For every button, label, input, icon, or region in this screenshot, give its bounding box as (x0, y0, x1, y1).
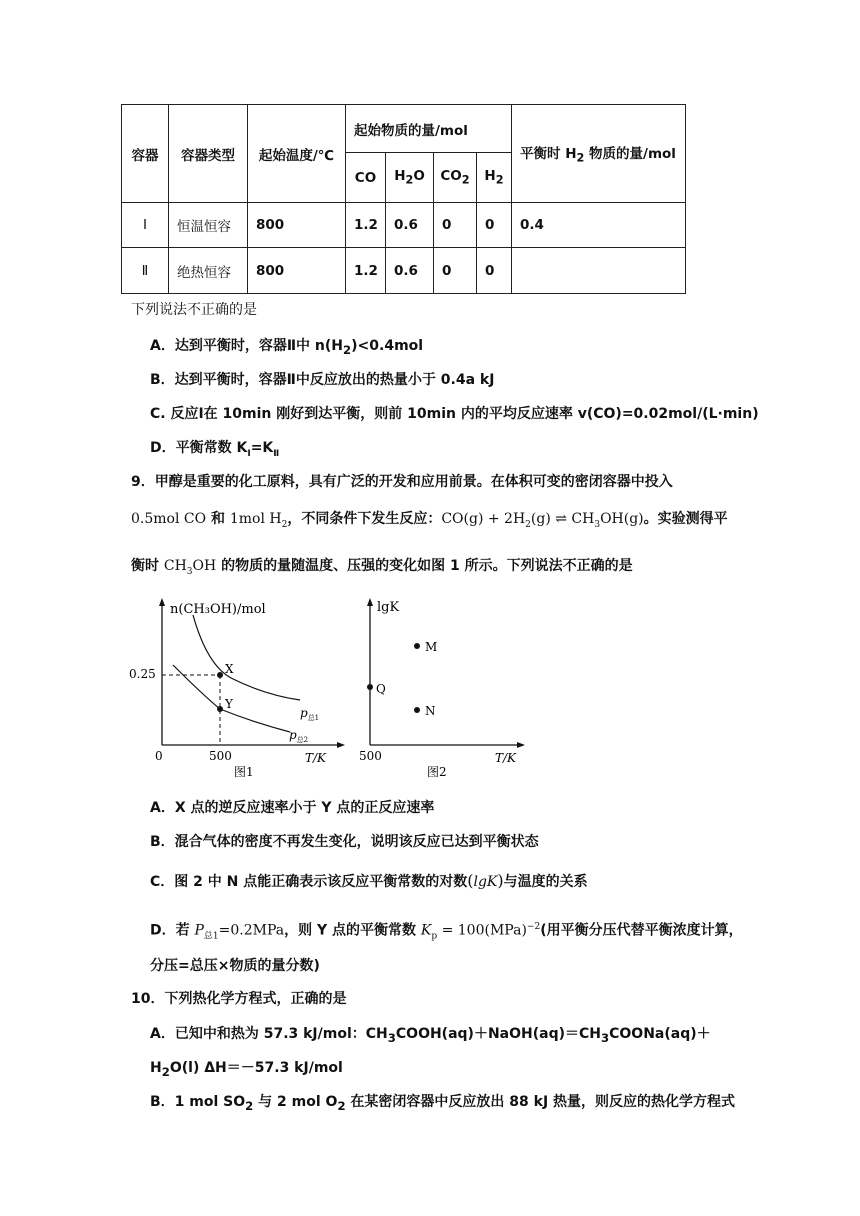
q10-stem: 10．下列热化学方程式，正确的是 (131, 991, 347, 1007)
q8-option-d: D．平衡常数 $K_Ⅰ=K_Ⅱ$ (150, 440, 280, 459)
fig1-x-arrow (337, 742, 345, 748)
header-h2: $H_2$ (477, 153, 512, 203)
header-container-type: 容器类型 (169, 105, 248, 203)
row-eq: 0.4 (512, 203, 686, 248)
fig2-y-label: lgK (377, 600, 400, 615)
row-co: 1.2 (346, 248, 386, 294)
q9-option-d: D．若 $P_{总1}=0.2MPa$，则 Y 点的平衡常数 $K_p = 100(MPa)^{-2}$(用平衡分压代替平衡浓度计算， (150, 922, 743, 942)
fig2-caption: 图2 (427, 765, 447, 779)
header-co2: $CO_2$ (434, 153, 477, 203)
row-id: Ⅱ (122, 248, 169, 294)
fig1-curve1-label: $p_{总1}$ (300, 706, 320, 722)
fig1-y-arrow (159, 598, 165, 606)
q9-stem-line2: 0.5mol CO 和 1mol $H_2$，不同条件下发生反应：$CO(g) + 2H_2(g)$ ⇌ $CH_3OH(g)$。实验测得平 (131, 511, 728, 530)
q8-option-c: C. 反应Ⅰ在 10min 刚好到达平衡，则前 10min 内的平均反应速率 v(CO)=0.02mol/(L·min) (150, 406, 759, 422)
fig1-x-label: T/K (305, 751, 327, 765)
header-eq-h2: 平衡时 $H_2$ 物质的量/mol (512, 105, 686, 203)
q8-option-b: B．达到平衡时，容器Ⅱ中反应放出的热量小于 0.4a kJ (150, 372, 495, 388)
q9-option-d-line2: 分压=总压×物质的量分数) (150, 958, 320, 974)
fig2-label-m: M (425, 640, 438, 654)
fig2-tick-x: 500 (359, 749, 382, 763)
fig1-curve2-label: $p_{总2}$ (289, 728, 309, 744)
fig2-x-arrow (517, 742, 525, 748)
header-h2o: $H_2O$ (386, 153, 434, 203)
fig1-label-x: X (225, 662, 234, 676)
equilibrium-data-table (121, 104, 686, 294)
fig2-point-n (414, 707, 420, 713)
row-temp: 800 (248, 203, 346, 248)
fig2-label-q: Q (376, 682, 386, 696)
row-temp: 800 (248, 248, 346, 294)
fig1-tick-y: 0.25 (129, 667, 156, 681)
q8-option-a: A．达到平衡时，容器Ⅱ中 $n(H_2)<0.4mol$ (150, 338, 424, 357)
q9-option-c: C．图 2 中 N 点能正确表示该反应平衡常数的对数(lgK)与温度的关系 (150, 871, 588, 890)
fig2-point-m (414, 643, 420, 649)
q10-option-b: B．1 mol $SO_2$ 与 2 mol $O_2$ 在某密闭容器中反应放出 88 kJ 热量，则反应的热化学方程式 (150, 1094, 736, 1113)
row-co: 1.2 (346, 203, 386, 248)
q9-option-b: B．混合气体的密度不再发生变化，说明该反应已达到平衡状态 (150, 834, 539, 850)
row-type: 恒温恒容 (169, 203, 248, 248)
fig1-point-x (217, 672, 223, 678)
fig2-y-arrow (367, 598, 373, 606)
figure-2 (355, 595, 535, 780)
table-row (122, 203, 686, 248)
fig2-x-label: T/K (495, 751, 517, 765)
row-co2: 0 (434, 203, 477, 248)
q10-option-a-line1: A．已知中和热为 57.3 kJ/mol：$CH_3COOH(aq)+NaOH(aq)=CH_3COONa(aq)+$ (150, 1026, 711, 1045)
header-start-temp: 起始温度/℃ (248, 105, 346, 203)
q8-prompt: 下列说法不正确的是 (131, 302, 257, 318)
fig2-point-q (367, 684, 373, 690)
fig1-origin: 0 (155, 749, 163, 763)
q9-stem-line3: 衡时 $CH_3OH$ 的物质的量随温度、压强的变化如图 1 所示。下列说法不正确的是 (131, 558, 633, 577)
fig1-caption: 图1 (234, 765, 254, 779)
row-eq (512, 248, 686, 294)
figure-1 (125, 595, 350, 780)
fig1-label-y: Y (225, 697, 233, 711)
fig1-point-y (217, 706, 223, 712)
row-h2: 0 (477, 248, 512, 294)
q10-option-a-line2: $H_2O(l)$ ΔH＝－57.3 kJ/mol (150, 1060, 343, 1079)
fig1-y-label: n(CH₃OH)/mol (170, 602, 266, 617)
row-h2o: 0.6 (386, 248, 434, 294)
fig2-label-n: N (425, 704, 436, 718)
q9-option-a: A．X 点的逆反应速率小于 Y 点的正反应速率 (150, 800, 435, 816)
row-id: Ⅰ (122, 203, 169, 248)
row-h2o: 0.6 (386, 203, 434, 248)
row-type: 绝热恒容 (169, 248, 248, 294)
header-co: CO (346, 153, 386, 203)
row-co2: 0 (434, 248, 477, 294)
fig1-tick-x: 500 (209, 749, 232, 763)
fig1-curve-p1 (193, 615, 300, 700)
header-start-amount: 起始物质的量/mol (346, 105, 512, 153)
q9-stem-line1: 9．甲醇是重要的化工原料，具有广泛的开发和应用前景。在体积可变的密闭容器中投入 (131, 474, 673, 490)
header-container: 容器 (122, 105, 169, 203)
row-h2: 0 (477, 203, 512, 248)
table-row (122, 248, 686, 294)
